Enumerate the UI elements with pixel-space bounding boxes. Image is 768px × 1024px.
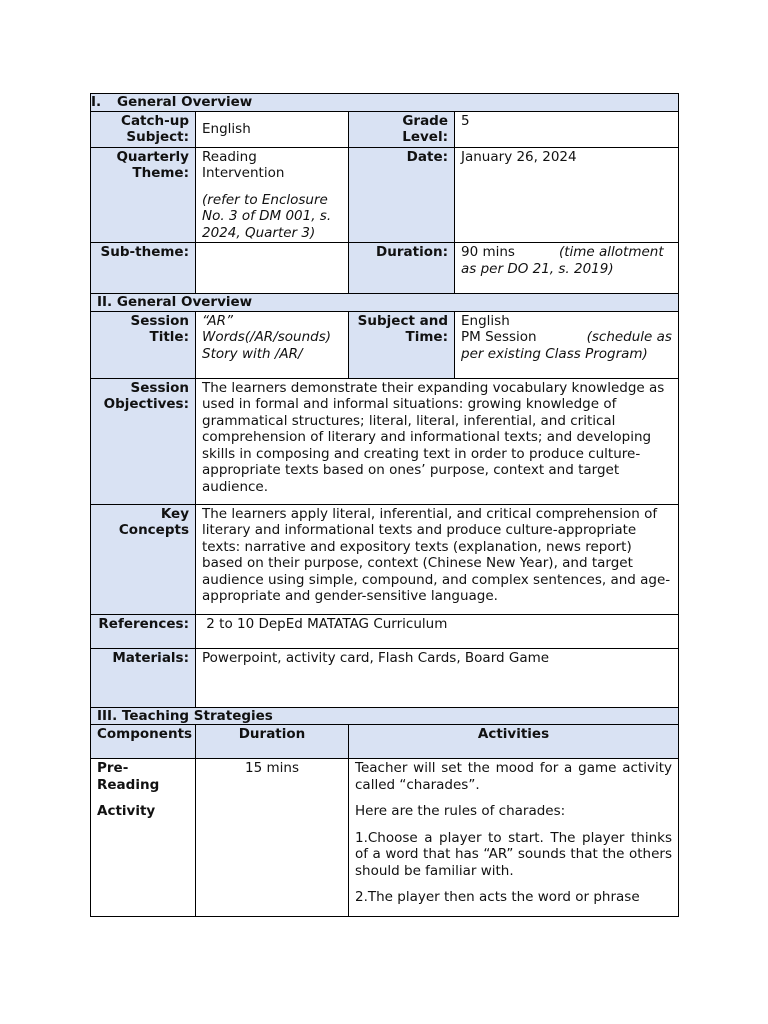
duration-note: (time allotment as per DO 21, s. 2019) [461, 244, 664, 277]
row-theme-date [91, 147, 679, 243]
activity-intro: Teacher will set the mood for a game activity called “charades”. [355, 760, 672, 793]
activity-rules-heading: Here are the rules of charades: [355, 803, 566, 819]
session-objectives-value: The learners demonstrate their expanding vocabulary knowledge as used in formal and informal situations: growing knowledge of grammatical structures; literal, literal, inferential, and critical comprehension of literary and informational texts; and developing skills in composing and creating text in order to produce culture-appropriate texts based on ones’ purpose, context and target audience. [196, 378, 679, 504]
references-label: References: [91, 614, 196, 648]
quarterly-theme-value: Reading Intervention [202, 148, 285, 181]
row-subject-grade [91, 111, 679, 147]
components-header: Components [91, 725, 196, 759]
section-number: I. [91, 94, 102, 110]
duration-label: Duration: [349, 243, 455, 294]
subject-value: English [461, 312, 510, 329]
section3-title: III. Teaching Strategies [91, 707, 679, 725]
lesson-plan-page [90, 93, 678, 917]
catchup-subject-label: Catch-up Subject: [91, 111, 196, 147]
section-header-general-overview-2 [91, 294, 679, 312]
section2-title: II. General Overview [91, 294, 679, 312]
references-value: 2 to 10 DepEd MATATAG Curriculum [196, 614, 679, 648]
subtheme-value [196, 243, 349, 294]
duration-header: Duration [196, 725, 349, 759]
grade-level-value: 5 [455, 111, 679, 147]
key-concepts-label: Key Concepts [91, 504, 196, 614]
row-session-objectives [91, 378, 679, 504]
session-objectives-label: Session Objectives: [91, 378, 196, 504]
row-column-headers [91, 725, 679, 759]
materials-label: Materials: [91, 648, 196, 707]
subject-time-label: Subject and Time: [349, 311, 455, 378]
row-pre-reading [91, 759, 679, 917]
date-label: Date: [349, 147, 455, 243]
catchup-subject-value: English [196, 111, 349, 147]
date-value: January 26, 2024 [455, 147, 679, 243]
row-references [91, 614, 679, 648]
pm-session-note: (schedule as per existing Class Program) [461, 329, 672, 362]
row-key-concepts [91, 504, 679, 614]
session-title-value: “AR” Words(/AR/sounds) Story with /AR/ [196, 311, 349, 378]
grade-level-label: Grade Level: [349, 111, 455, 147]
activity-rule-2: 2.The player then acts the word or phrase [355, 889, 640, 905]
activities-header: Activities [349, 725, 679, 759]
quarterly-theme-note: (refer to Enclosure No. 3 of DM 001, s. 2024, Quarter 3) [202, 191, 332, 241]
materials-value: Powerpoint, activity card, Flash Cards, Board Game [196, 648, 679, 707]
section-header-teaching-strategies [91, 707, 679, 725]
pre-reading-label: Pre-Reading [97, 760, 160, 793]
section-header-general-overview [91, 94, 679, 112]
activity-rule-1: 1.Choose a player to start. The player thinks of a word that has “AR” sounds that the others should be familiar with. [355, 829, 672, 879]
lesson-plan-table [90, 93, 679, 917]
row-session-title [91, 311, 679, 378]
duration-value: 90 mins [461, 244, 515, 260]
subtheme-label: Sub-theme: [91, 243, 196, 294]
row-materials [91, 648, 679, 707]
activity-label: Activity [97, 803, 156, 819]
key-concepts-value: The learners apply literal, inferential, and critical comprehension of literary and informational texts and produce culture-appropriate texts: narrative and expository texts (explanation, news report) based on their purpose, context (Chinese New Year), and target audience using simple, compound, and complex sentences, and age-appropriate and gender-sensitive language. [196, 504, 679, 614]
pre-reading-duration: 15 mins [196, 759, 349, 917]
section-title: General Overview [117, 94, 253, 110]
pm-session-value: PM Session [461, 329, 537, 345]
session-title-label: Session Title: [91, 311, 196, 378]
quarterly-theme-label: Quarterly Theme: [91, 147, 196, 243]
row-subtheme-duration [91, 243, 679, 294]
